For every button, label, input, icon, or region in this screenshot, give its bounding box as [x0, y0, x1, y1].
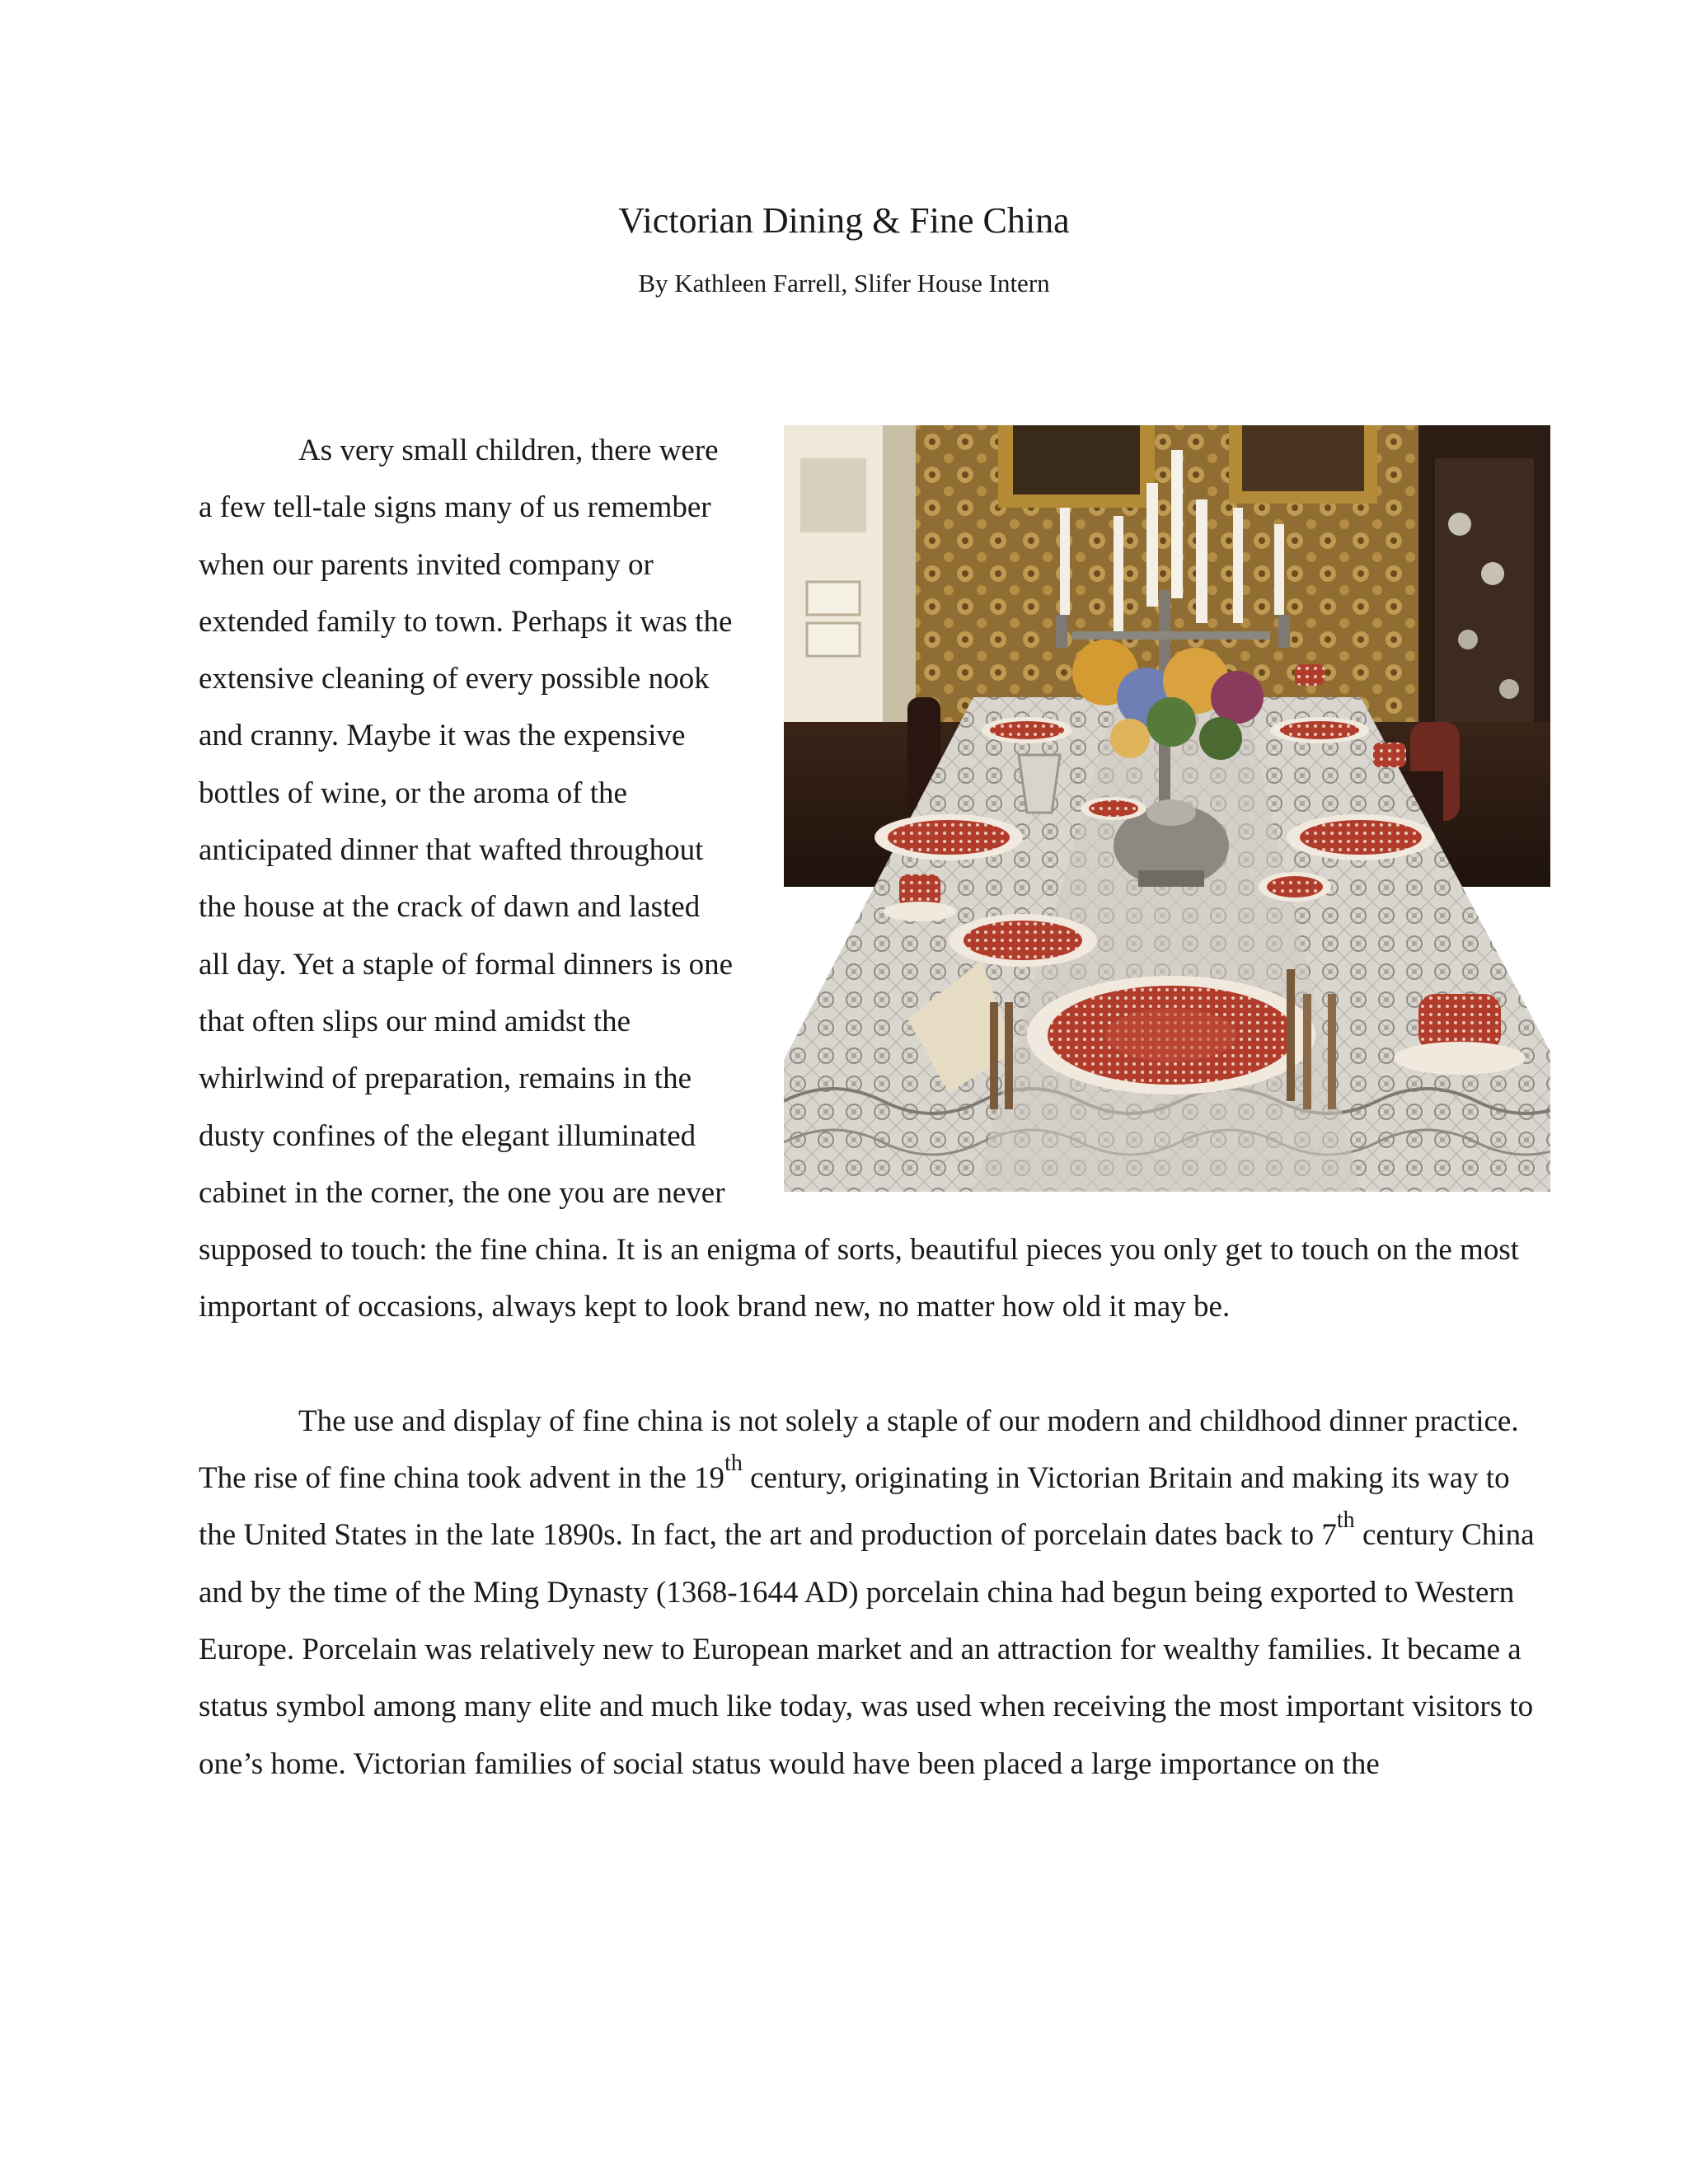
paragraph-text: century, originating in Victorian Britain and making its way to the United States in the late 1890s. In fact, the art and production of porcelain dates back to 7 — [199, 1461, 1510, 1553]
text-line: how old it may be. — [1001, 1290, 1231, 1324]
text-line: company or extended family to town. — [199, 547, 654, 639]
text-line: Perhaps it was the extensive cleaning — [199, 604, 733, 696]
text-line: only get to touch on the most important of occasions, always kept to look brand new, no matter — [199, 1233, 1519, 1324]
text-line: remember when our parents invited — [199, 490, 711, 582]
text-line: were a few tell-tale signs many of us — [199, 434, 719, 525]
ordinal-suffix: th — [724, 1451, 743, 1477]
dining-table-illustration — [784, 425, 1550, 1192]
text-line: all day. Yet a staple of formal dinners — [199, 947, 654, 982]
paragraph-history — [199, 1393, 1550, 1793]
text-line: Maybe it was the expensive bottles of — [199, 719, 686, 810]
text-line: of every possible nook and cranny. — [199, 662, 710, 753]
text-line: the whirlwind of preparation, remains — [199, 1004, 631, 1096]
text-line: is one that often slips our mind amidst — [199, 947, 734, 1038]
dining-table-photo — [784, 425, 1550, 1192]
text-line: one you are never supposed to touch: the fine china. It is an enigma of sorts, beautiful pieces you — [199, 1175, 1156, 1268]
byline: By Kathleen Farrell, Slifer House Intern — [638, 269, 1050, 298]
article-body — [199, 422, 1550, 1793]
paragraph-text: century China and by the time of the Ming Dynasty (1368-1644 AD) porcelain china had begun being exported to Western Europe. Porcelain was relatively new to European market and an attraction for wealthy families. It became a status symbol among many elite and much like today, was used when receiving the most important visitors to one’s home. Victorian families of social status would have been placed a large importance on the — [199, 1518, 1535, 1781]
text-line: illuminated cabinet in the corner, the — [199, 1118, 696, 1210]
document-title: Victorian Dining & Fine China — [618, 200, 1070, 241]
text-line: wine, or the aroma of the anticipated — [199, 776, 627, 868]
text-line: dinner that wafted throughout the — [199, 833, 704, 925]
text-line: in the dusty confines of the elegant — [199, 1062, 692, 1153]
ordinal-suffix: th — [1336, 1507, 1355, 1534]
paragraph-text: The use and display of fine china is not solely a staple of our modern and childhood dinner practice. The rise of fine china took advent in the 19 — [199, 1404, 1519, 1496]
text-line: house at the crack of dawn and lasted — [243, 890, 701, 925]
text-line: As very small children, there — [298, 434, 652, 467]
